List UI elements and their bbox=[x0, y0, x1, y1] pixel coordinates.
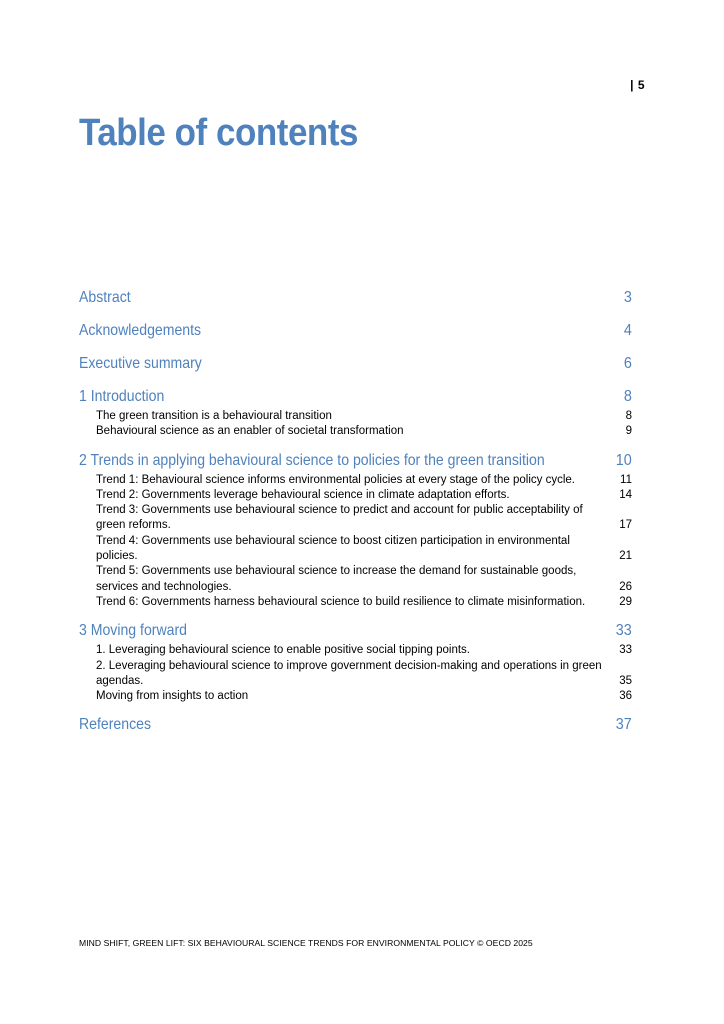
toc-subentry-label: Trend 5: Governments use behavioural science to increase the demand for sustainable goods, services and technologies. bbox=[96, 565, 577, 593]
toc-entry-executive-summary[interactable] bbox=[79, 352, 632, 376]
toc-subentry-page: 14 bbox=[619, 488, 632, 501]
toc-subentry-page: 33 bbox=[619, 644, 632, 657]
toc-subentry[interactable] bbox=[79, 424, 632, 439]
page-title: Table of contents bbox=[79, 112, 359, 154]
toc-subentry-page: 29 bbox=[619, 595, 632, 608]
toc-subentry-label: 1. Leveraging behavioural science to enable positive social tipping points. bbox=[96, 644, 470, 657]
toc-entry-abstract[interactable] bbox=[79, 286, 632, 310]
toc-subentry-page: 8 bbox=[625, 410, 632, 422]
toc-subentry-label: Trend 6: Governments harness behavioural science to build resilience to climate misinformation. bbox=[96, 595, 586, 608]
toc-subentry-page: 36 bbox=[619, 690, 632, 703]
toc-subentry-label: The green transition is a behavioural transition bbox=[96, 410, 332, 422]
toc-subentry-page: 11 bbox=[620, 473, 632, 486]
page-footer: MIND SHIFT, GREEN LIFT: SIX BEHAVIOURAL SCIENCE TRENDS FOR ENVIRONMENTAL POLICY © OECD 2025 bbox=[79, 938, 533, 948]
toc-entry-chapter-2[interactable] bbox=[79, 449, 632, 473]
table-of-contents bbox=[79, 286, 632, 737]
toc-entry-page: 6 bbox=[623, 355, 632, 372]
toc-entry-page: 4 bbox=[623, 322, 632, 339]
toc-subentry[interactable] bbox=[79, 488, 632, 503]
toc-entry-references[interactable] bbox=[79, 713, 632, 737]
toc-subentry-label: 2. Leveraging behavioural science to improve government decision-making and operations in green agendas. bbox=[96, 659, 602, 687]
toc-subentry-page: 9 bbox=[625, 425, 632, 438]
toc-entry-page: 3 bbox=[623, 289, 632, 306]
toc-subentry-label: Trend 4: Governments use behavioural science to boost citizen participation in environmental policies. bbox=[96, 534, 570, 563]
toc-subentry[interactable] bbox=[79, 473, 632, 488]
toc-entry-page: 33 bbox=[615, 622, 632, 640]
toc-entry-label: References bbox=[79, 716, 152, 734]
page-number: | 5 bbox=[630, 78, 645, 92]
toc-entry-label: 3 Moving forward bbox=[79, 622, 187, 640]
toc-subentry-label: Behavioural science as an enabler of societal transformation bbox=[96, 425, 404, 438]
toc-entry-page: 10 bbox=[615, 451, 632, 469]
toc-entry-label: 2 Trends in applying behavioural science to policies for the green transition bbox=[79, 451, 545, 469]
toc-entry-acknowledgements[interactable] bbox=[79, 319, 632, 343]
toc-subentries-chapter-1 bbox=[79, 409, 632, 440]
toc-subentry-label: Trend 2: Governments leverage behavioural science in climate adaptation efforts. bbox=[96, 488, 510, 501]
toc-subentry[interactable] bbox=[79, 534, 632, 565]
toc-entry-chapter-1[interactable] bbox=[79, 385, 632, 409]
toc-entry-label: Abstract bbox=[79, 289, 131, 306]
toc-subentries-chapter-2 bbox=[79, 473, 632, 611]
toc-subentry[interactable] bbox=[79, 595, 632, 610]
toc-subentry[interactable] bbox=[79, 689, 632, 704]
toc-subentry-page: 21 bbox=[619, 550, 632, 563]
toc-subentry[interactable] bbox=[79, 409, 632, 424]
toc-subentry[interactable] bbox=[79, 564, 632, 595]
toc-subentry[interactable] bbox=[79, 503, 632, 534]
toc-subentry-page: 17 bbox=[619, 519, 632, 532]
toc-subentry[interactable] bbox=[79, 643, 632, 658]
toc-entry-page: 8 bbox=[623, 388, 632, 405]
toc-subentry-page: 35 bbox=[619, 674, 632, 687]
toc-subentry[interactable] bbox=[79, 659, 632, 690]
toc-subentries-chapter-3 bbox=[79, 643, 632, 704]
toc-entry-label: Acknowledgements bbox=[79, 322, 202, 339]
toc-subentry-page: 26 bbox=[619, 580, 632, 593]
toc-entry-label: Executive summary bbox=[79, 355, 202, 372]
toc-subentry-label: Trend 1: Behavioural science informs environmental policies at every stage of the policy cycle. bbox=[96, 473, 575, 486]
toc-entry-page: 37 bbox=[615, 716, 632, 734]
toc-entry-label: 1 Introduction bbox=[79, 388, 165, 405]
toc-entry-chapter-3[interactable] bbox=[79, 619, 632, 643]
toc-subentry-label: Moving from insights to action bbox=[96, 690, 249, 703]
toc-subentry-label: Trend 3: Governments use behavioural science to predict and account for public acceptability of green reforms. bbox=[96, 504, 583, 532]
